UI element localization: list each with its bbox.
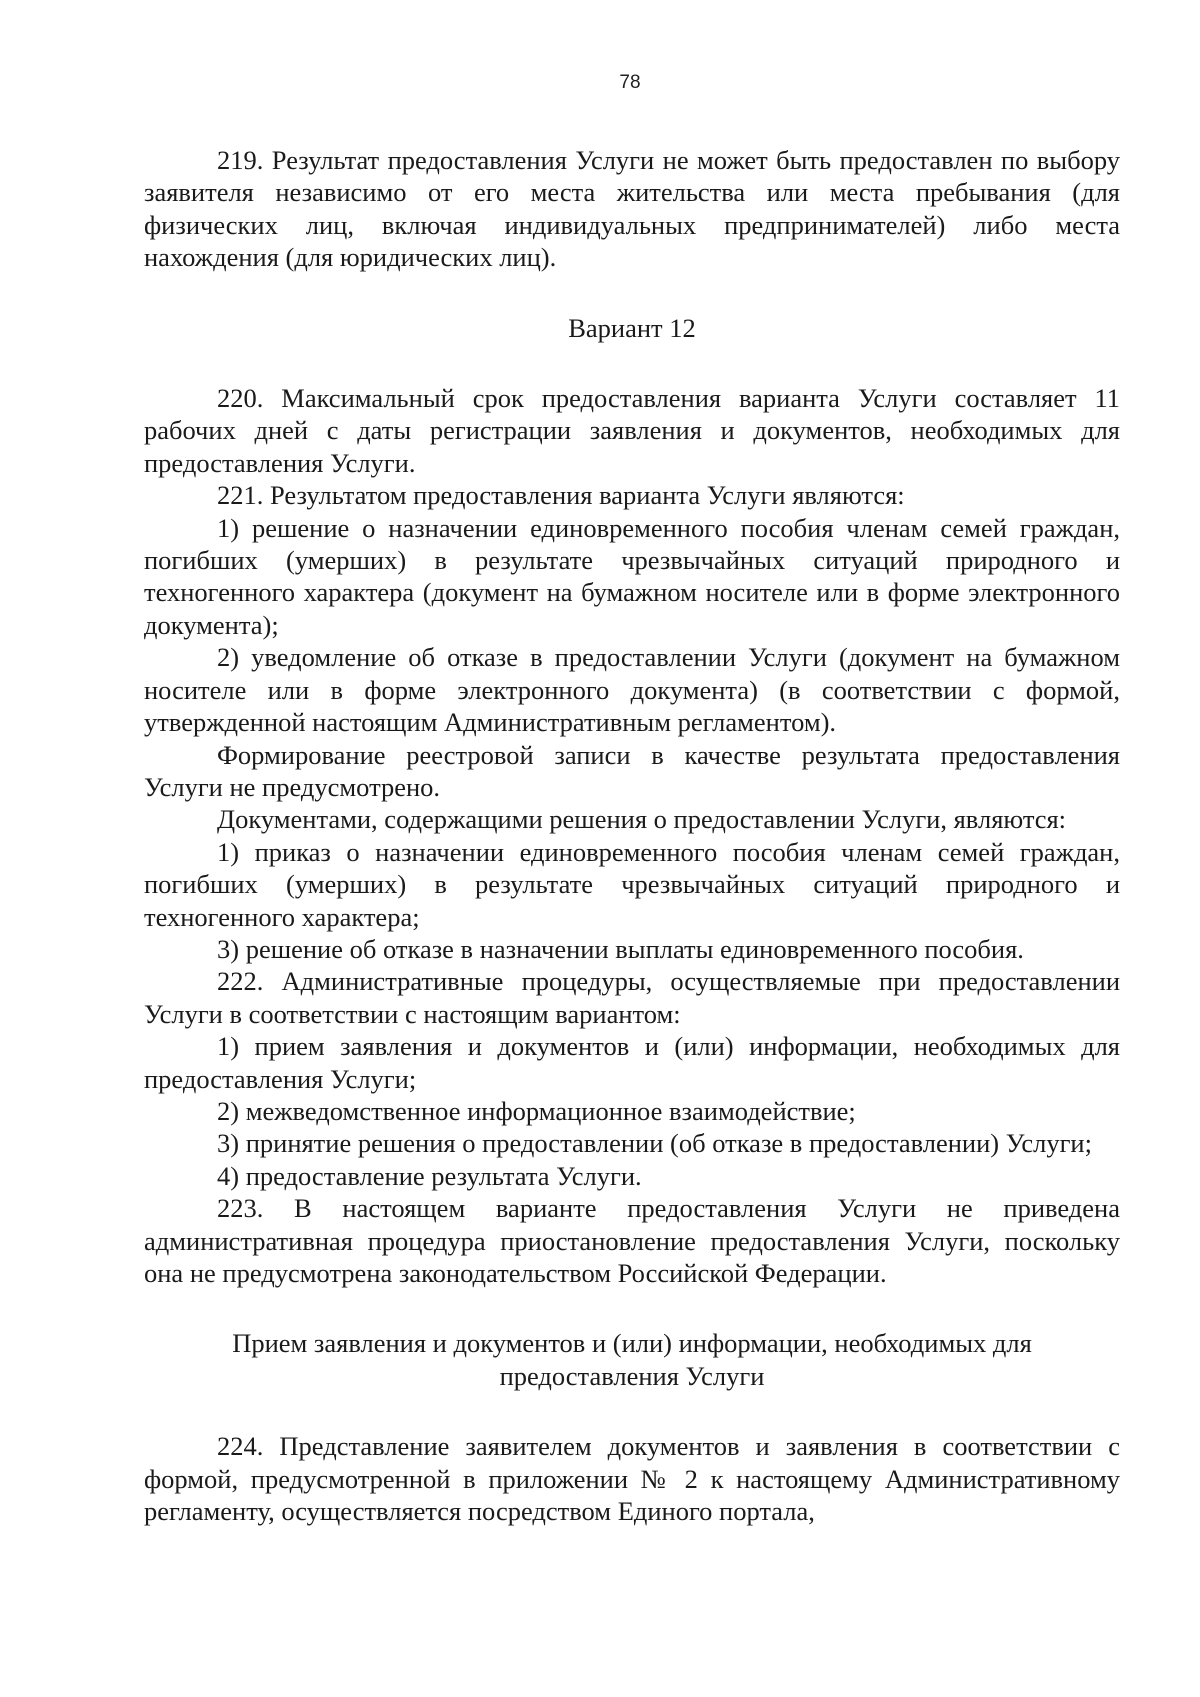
page-number: 78 (619, 72, 641, 93)
paragraph-decision-documents-item-1: 1) приказ о назначении единовременного пособия членам семей граждан, погибших (умерших) в результате чрезвычайных ситуаций природного и техногенного характера; (144, 836, 1120, 932)
paragraph-221: 221. Результатом предоставления варианта Услуги являются: (217, 480, 905, 511)
paragraph-223: 223. В настоящем варианте предоставления Услуги не приведена административная процедура приостановление предоставления Услуги, поскольку она не предусмотрена законодательством Российской Федерации. (144, 1193, 1120, 1288)
paragraph-222: 222. Административные процедуры, осуществляемые при предоставлении Услуги в соответствии с настоящим вариантом: (144, 966, 1120, 1029)
paragraph-decision-documents: Документами, содержащими решения о предоставлении Услуги, являются: (217, 804, 1067, 835)
paragraph-decision-documents-item-3: 3) решение об отказе в назначении выплаты единовременного пособия. (217, 933, 1024, 964)
paragraph-222-item-1: 1) прием заявления и документов и (или) информации, необходимых для предоставления Услуги; (144, 1031, 1120, 1094)
paragraph-219: 219. Результат предоставления Услуги не может быть предоставлен по выбору заявителя независимо от его места жительства или места пребывания (для физических лиц, включая индивидуальных предпринимателей) либо места нахождения (для юридических лиц). (144, 145, 1120, 273)
section-heading-variant: Вариант 12 (568, 312, 696, 343)
paragraph-221-item-1: 1) решение о назначении единовременного пособия членам семей граждан, погибших (умерших) в результате чрезвычайных ситуаций природного и техногенного характера (документ на бумажном носителе или в форме электронного документа); (144, 512, 1120, 640)
paragraph-220: 220. Максимальный срок предоставления варианта Услуги составляет 11 рабочих дней с даты регистрации заявления и документов, необходимых для предоставления Услуги. (144, 383, 1120, 478)
paragraph-224: 224. Представление заявителем документов и заявления в соответствии с формой, предусмотренной в приложении № 2 к настоящему Административному регламенту, осуществляется посредством Единого портала, (144, 1431, 1120, 1527)
section-heading-reception: Прием заявления и документов и (или) информации, необходимых для предоставления Услуги (232, 1328, 1032, 1391)
paragraph-registry-note: Формирование реестровой записи в качестве результата предоставления Услуги не предусмотрено. (144, 739, 1120, 802)
paragraph-222-item-4: 4) предоставление результата Услуги. (217, 1160, 642, 1191)
paragraph-222-item-3: 3) принятие решения о предоставлении (об отказе в предоставлении) Услуги; (217, 1128, 1092, 1159)
document-body (144, 144, 1120, 1527)
paragraph-222-item-2: 2) межведомственное информационное взаимодействие; (217, 1095, 856, 1126)
paragraph-221-item-2: 2) уведомление об отказе в предоставлении Услуги (документ на бумажном носителе или в форме электронного документа) (в соответствии с формой, утвержденной настоящим Административным регламентом). (144, 642, 1120, 738)
